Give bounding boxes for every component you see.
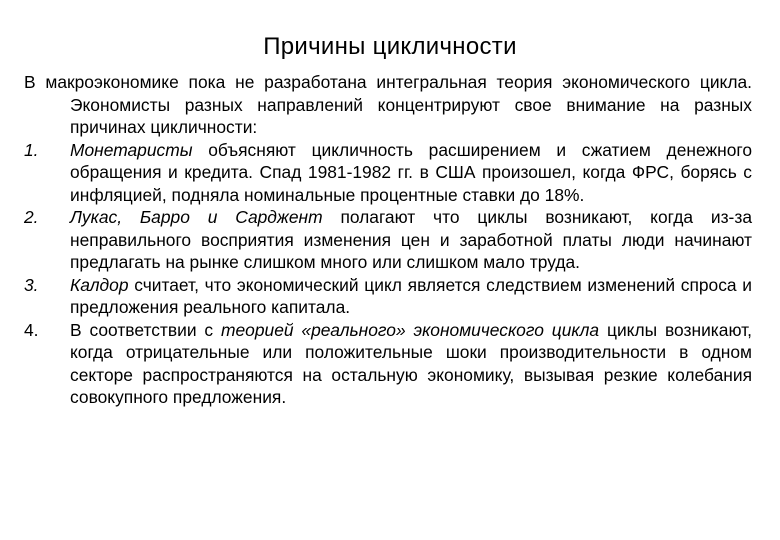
- list-item: [24, 139, 752, 207]
- list-item-number: 1.: [24, 139, 39, 160]
- theory-name: теорией «реального» экономического цикла: [221, 319, 600, 340]
- list-item-text: [70, 206, 752, 274]
- list-item-lead: В соответствии с: [70, 319, 222, 340]
- list-item-text: [70, 139, 752, 207]
- slide-content: [24, 71, 752, 409]
- list-item: [24, 319, 752, 409]
- list-item: [24, 206, 752, 274]
- list-item-text: [70, 319, 752, 409]
- economist-name: Калдор: [70, 274, 129, 295]
- list-item-number: 4.: [24, 319, 39, 340]
- slide-title: Причины цикличности: [263, 33, 517, 60]
- economist-name: Лукас, Барро и Сарджент: [70, 207, 323, 227]
- economist-name: Монетаристы: [70, 139, 193, 160]
- intro-paragraph: В макроэкономике пока не разработана интегральная теория экономического цикла. Экономисты разных направлений концентрируют свое внимание на разных причинах цикличности:: [24, 72, 752, 137]
- list-item-description: циклы возникают, когда отрицательные или положительные шоки производительности в одном секторе распространяются на остальную экономику, вызывая резкие колебания совокупного предложения.: [70, 319, 752, 407]
- list-item-number: 3.: [24, 274, 39, 295]
- list-item-description: полагают что циклы возникают, когда из-за неправильного восприятия изменения цен и заработной платы люди начинают предлагать на рынке слишком много или слишком мало труда.: [70, 207, 752, 272]
- list-item-description: считает, что экономический цикл является следствием изменений спроса и предложения реального капитала.: [70, 274, 752, 317]
- list-item-number: 2.: [24, 207, 39, 227]
- list-item-description: объясняют цикличность расширением и сжатием денежного обращения и кредита. Спад 1981-1982 гг. в США произошел, когда ФРС, борясь с инфляцией, подняла номинальные процентные ставки до 18%.: [70, 139, 752, 205]
- list-item: [24, 274, 752, 319]
- list-item-text: [70, 274, 752, 319]
